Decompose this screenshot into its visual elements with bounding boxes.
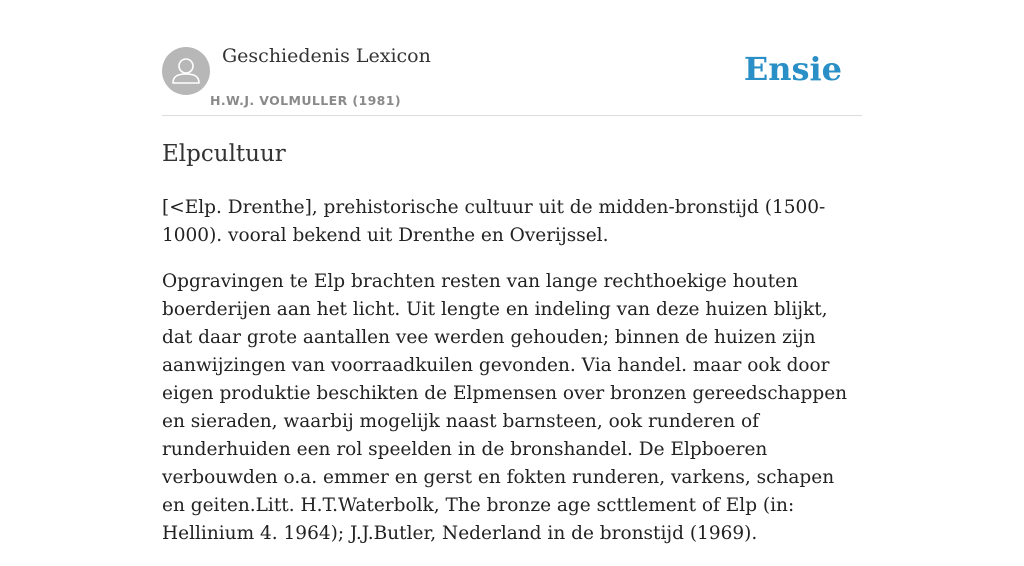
source-title[interactable]: Geschiedenis Lexicon [222, 45, 431, 67]
ensie-logo[interactable]: Ensie [743, 50, 842, 88]
entry-content [162, 138, 862, 566]
author-name[interactable]: H.W.J. VOLMULLER (1981) [210, 93, 401, 108]
entry-title: Elpcultuur [162, 141, 286, 167]
source-header [162, 0, 862, 116]
entry-paragraph-1: [<Elp. Drenthe], prehistorische cultuur uit de midden-bronstijd (1500-1000). vooral bekend uit Drenthe en Overijssel. [162, 197, 826, 246]
author-avatar[interactable] [162, 47, 210, 95]
user-icon [162, 47, 210, 95]
entry-paragraph-2: Opgravingen te Elp brachten resten van lange rechthoekige houten boerderijen aan het licht. Uit lengte en indeling van deze huizen blijkt, dat daar grote aantallen vee werden gehouden; binnen de huizen zijn aanwijzingen van voorraadkuilen gevonden. Via handel. maar ook door eigen produktie beschikten de Elpmensen over bronzen gereedschappen en sieraden, waarbij mogelijk naast barnsteen, ook runderen of runderhuiden een rol speelden in de bronshandel. De Elpboeren verbouwden o.a. emmer en gerst en fokten runderen, varkens, schapen en geiten.Litt. H.T.Waterbolk, The bronze age scttlement of Elp (in: Hellinium 4. 1964); J.J.Butler, Nederland in de bronstijd (1969). [162, 271, 848, 544]
